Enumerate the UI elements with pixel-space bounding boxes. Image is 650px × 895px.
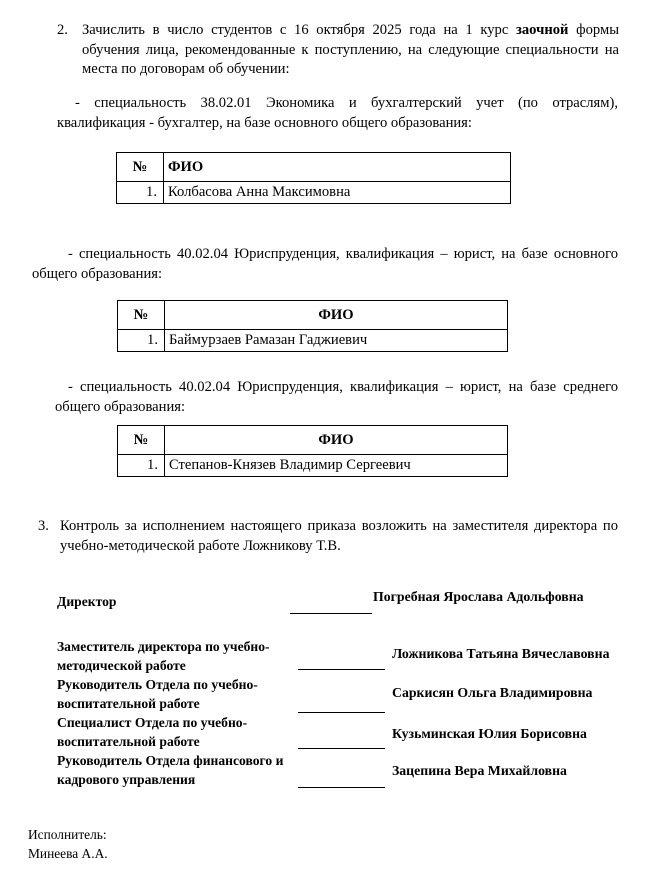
signature-position-head-finance: Руководитель Отдела финансового и кадрового управления	[57, 753, 284, 787]
specialty-1-intro: - специальность 38.02.01 Экономика и бухгалтерский учет (по отраслям), квалификация - бухгалтер, на базе основного общего образования:	[57, 95, 618, 131]
signature-line-2	[298, 669, 385, 670]
table2-row1-num: 1.	[118, 330, 165, 352]
signature-position-deputy-director: Заместитель директора по учебно-методической работе	[57, 639, 270, 673]
table2-header-fio: ФИО	[165, 301, 508, 330]
table1-header-num: №	[117, 153, 164, 182]
signature-name-head-educational: Саркисян Ольга Владимировна	[392, 685, 593, 700]
signature-name-specialist-educational: Кузьминская Юлия Борисовна	[392, 726, 587, 741]
table1-header-fio: ФИО	[164, 153, 511, 182]
item2-text-after: формы обучения лица, рекомендованные к поступлению, на следующие специальности на места по договорам об обучении:	[82, 22, 619, 77]
table-row	[118, 330, 508, 352]
item2-number: 2.	[57, 22, 68, 38]
roster-table-1	[116, 152, 511, 204]
table3-row1-num: 1.	[118, 455, 165, 477]
item2-text-before: Зачислить в число студентов с 16 октября 2025 года на 1 курс	[82, 22, 517, 38]
roster-table-3	[117, 425, 508, 477]
item2-text-bold: заочной	[516, 22, 569, 38]
specialty-3-intro: - специальность 40.02.04 Юриспруденция, квалификация – юрист, на базе среднего общего образования:	[55, 379, 618, 415]
signature-position-director: Директор	[57, 594, 117, 609]
item3-paragraph: Контроль за исполнением настоящего приказа возложить на заместителя директора по учебно-методической работе Ложникову Т.В.	[60, 518, 618, 554]
signature-line-4	[298, 748, 385, 749]
signature-line-1	[290, 613, 372, 614]
table3-header-num: №	[118, 426, 165, 455]
signature-name-deputy-director: Ложникова Татьяна Вячеславовна	[392, 646, 610, 661]
table-row	[118, 455, 508, 477]
table3-header-fio: ФИО	[165, 426, 508, 455]
specialty-2-intro: - специальность 40.02.04 Юриспруденция, квалификация – юрист, на базе основного общего образования:	[32, 246, 618, 282]
item2-paragraph	[82, 21, 619, 80]
table2-header-num: №	[118, 301, 165, 330]
signature-position-head-educational: Руководитель Отдела по учебно-воспитательной работе	[57, 677, 258, 711]
table3-row1-fio: Степанов-Князев Владимир Сергеевич	[165, 455, 508, 477]
roster-table-2	[117, 300, 508, 352]
signature-line-3	[298, 712, 385, 713]
signature-name-director: Погребная Ярослава Адольфовна	[373, 589, 584, 604]
table1-row1-fio: Колбасова Анна Максимовна	[164, 182, 511, 204]
signature-name-head-finance: Зацепина Вера Михайловна	[392, 763, 567, 778]
executor-label: Исполнитель:	[28, 827, 107, 842]
table2-row1-fio: Баймурзаев Рамазан Гаджиевич	[165, 330, 508, 352]
signature-line-5	[298, 787, 385, 788]
table1-row1-num: 1.	[117, 182, 164, 204]
signature-position-specialist-educational: Специалист Отдела по учебно-воспитательной работе	[57, 715, 248, 749]
item3-number: 3.	[38, 518, 49, 534]
table-row	[117, 182, 511, 204]
executor-name: Минеева А.А.	[28, 846, 108, 861]
